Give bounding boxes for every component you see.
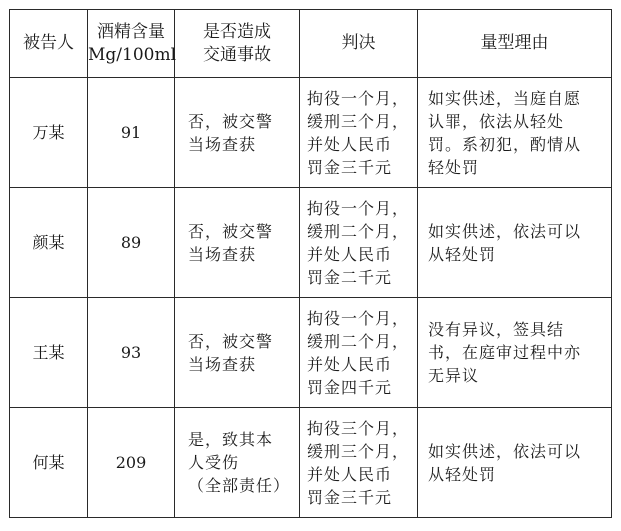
cell-alcohol: 209	[88, 408, 175, 518]
header-row	[10, 10, 612, 78]
header-verdict: 判决	[300, 10, 418, 78]
cell-defendant: 何某	[10, 408, 88, 518]
cell-accident: 否，被交警 当场查获	[175, 78, 300, 188]
table-row	[10, 188, 612, 298]
header-traffic-accident: 是否造成 交通事故	[175, 10, 300, 78]
table-row	[10, 298, 612, 408]
cell-verdict: 拘役一个月， 缓刑二个月， 并处人民币 罚金四千元	[300, 298, 418, 408]
header-sentencing-reason: 量型理由	[418, 10, 612, 78]
cell-reason: 如实供述，当庭自愿 认罪，依法从轻处 罚。系初犯，酌情从 轻处罚	[418, 78, 612, 188]
sentencing-table	[9, 9, 612, 518]
cell-reason: 如实供述，依法可以 从轻处罚	[418, 408, 612, 518]
cell-defendant: 万某	[10, 78, 88, 188]
cell-alcohol: 93	[88, 298, 175, 408]
cell-verdict: 拘役一个月， 缓刑三个月， 并处人民币 罚金三千元	[300, 78, 418, 188]
table-row	[10, 408, 612, 518]
cell-defendant: 颜某	[10, 188, 88, 298]
header-alcohol-content: 酒精含量 Mg/100ml	[88, 10, 175, 78]
cell-reason: 如实供述，依法可以 从轻处罚	[418, 188, 612, 298]
header-defendant: 被告人	[10, 10, 88, 78]
cell-alcohol: 91	[88, 78, 175, 188]
cell-accident: 是，致其本 人受伤 （全部责任）	[175, 408, 300, 518]
table-row	[10, 78, 612, 188]
cell-alcohol: 89	[88, 188, 175, 298]
cell-defendant: 王某	[10, 298, 88, 408]
cell-accident: 否，被交警 当场查获	[175, 298, 300, 408]
cell-accident: 否，被交警 当场查获	[175, 188, 300, 298]
cell-verdict: 拘役一个月， 缓刑二个月， 并处人民币 罚金二千元	[300, 188, 418, 298]
cell-reason: 没有异议，签具结 书，在庭审过程中亦 无异议	[418, 298, 612, 408]
cell-verdict: 拘役三个月， 缓刑三个月， 并处人民币 罚金三千元	[300, 408, 418, 518]
